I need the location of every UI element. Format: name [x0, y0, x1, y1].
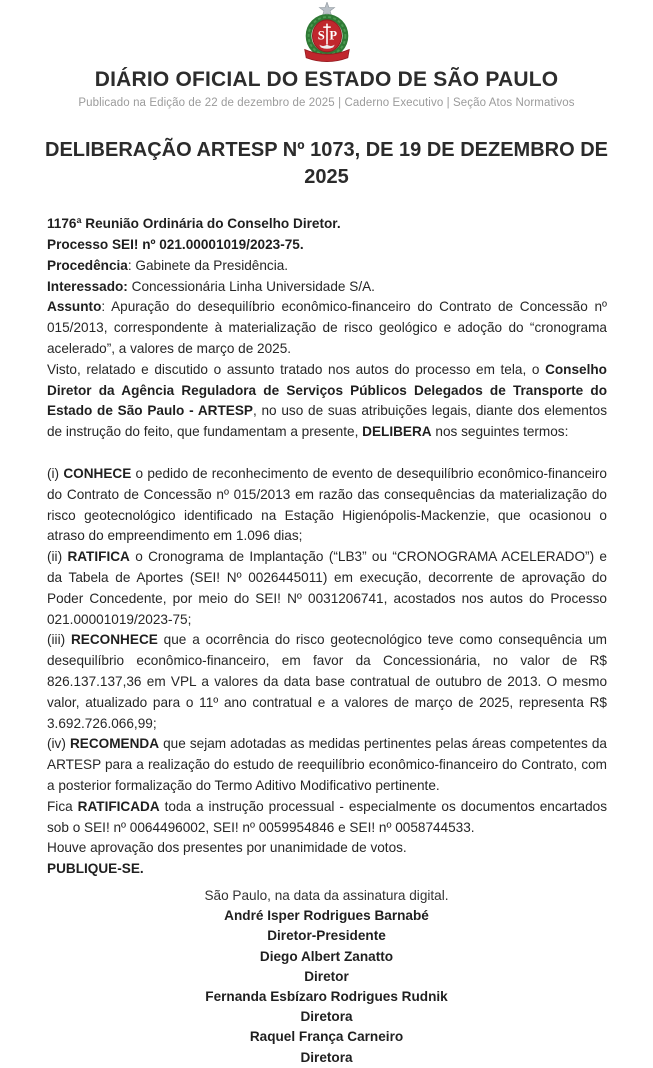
letter-s: S	[317, 28, 325, 43]
paragraph	[47, 859, 607, 880]
paragraph	[47, 630, 607, 734]
paragraph	[47, 297, 607, 359]
signature-role: Diretor-Presidente	[267, 928, 386, 944]
text-segment: (i)	[47, 465, 64, 481]
text-segment: (iii)	[47, 632, 71, 648]
text-segment: o Cronograma de Implantação (“LB3” ou “CRONOGRAMA ACELERADO”) e da Tabela de Aportes (SEI! Nº 0026445011) em execução, decorrente de aprovação do Poder Concedente, por meio do SEI! Nº 0031206741, acostados nos autos do Processo 021.00001019/2023-75;	[47, 549, 607, 627]
paragraph	[47, 797, 607, 839]
text-segment: RECOMENDA	[69, 736, 160, 752]
paragraph	[47, 277, 607, 298]
paragraph	[47, 734, 607, 796]
text-segment: Houve aprovação dos presentes por unanimidade de votos.	[47, 840, 407, 856]
text-segment: CONHECE	[63, 465, 132, 481]
paragraph	[47, 547, 607, 630]
text-segment: : Gabinete da Presidência.	[127, 257, 289, 273]
text-segment: RECONHECE	[70, 632, 158, 648]
place-date-line: São Paulo, na data da assinatura digital.	[204, 887, 449, 903]
signature-name: André Isper Rodrigues Barnabé	[224, 908, 429, 924]
text-segment: o pedido de reconhecimento de evento de desequilíbrio econômico-financeiro do Contrato de Concessão nº 015/2013 em razão das consequências da materialização do risco geotecnológico identificado na Estação Higienópolis-Mackenzie, que ocasionou o atraso do empreendimento em 1.096 dias;	[47, 465, 607, 544]
paragraph	[47, 256, 607, 277]
text-segment: DELIBERA	[362, 424, 432, 440]
text-segment: RATIFICADA	[77, 798, 160, 814]
paragraph	[47, 235, 607, 256]
text-segment: Fica	[47, 798, 78, 814]
paragraph	[47, 464, 607, 547]
text-segment: : Apuração do desequilíbrio econômico-financeiro do Contrato de Concessão nº 015/2013, correspondente à materialização de risco geológico e adoção do “cronograma acelerado”, a valores de março de 2025.	[47, 299, 607, 356]
sword-crossguard	[323, 26, 331, 27]
signature-role: Diretora	[300, 1049, 353, 1065]
gazette-title: DIÁRIO OFICIAL DO ESTADO DE SÃO PAULO	[94, 68, 559, 91]
text-segment: Processo SEI! nº 021.00001019/2023-75.	[47, 236, 304, 252]
text-segment: (ii)	[47, 549, 68, 565]
text-segment: Concessionária Linha Universidade S/A.	[127, 278, 375, 294]
text-segment: Visto, relatado e discutido o assunto tratado nos autos do processo em tela, o	[47, 361, 546, 377]
text-segment: Conselho Diretor da Agência Reguladora de Serviços Públicos Delegados de Transporte do Estado de São Paulo - ARTESP	[47, 361, 607, 419]
text-segment: que sejam adotadas as medidas pertinentes pelas áreas competentes da ARTESP para a realização do estudo de reequilíbrio econômico-financeiro do Contrato, com a posterior formalização do Termo Aditivo Modificativo pertinente.	[47, 736, 607, 793]
text-segment: nos seguintes termos:	[431, 424, 569, 440]
text-segment: 1176ª Reunião Ordinária do Conselho Diretor.	[47, 216, 341, 232]
paragraph	[47, 214, 607, 235]
text-segment: PUBLIQUE-SE.	[47, 861, 144, 877]
sao-paulo-coat-of-arms-icon	[298, 2, 356, 64]
text-segment: Interessado:	[47, 278, 128, 294]
signature-role: Diretor	[304, 968, 349, 984]
paragraph	[47, 360, 607, 443]
signature-name: Raquel França Carneiro	[249, 1029, 404, 1045]
signature-role: Diretora	[300, 1009, 353, 1025]
signature-block	[0, 886, 653, 1068]
text-segment: RATIFICA	[67, 549, 130, 565]
document-title: DELIBERAÇÃO ARTESP Nº 1073, DE 19 DE DEZEMBRO DE 2025	[45, 139, 608, 189]
gazette-subtitle: Publicado na Edição de 22 de dezembro de 2025 | Caderno Executivo | Seção Atos Normativos	[78, 97, 575, 110]
paragraph-spacer	[47, 443, 607, 464]
text-segment: (iv)	[47, 736, 70, 752]
text-segment: , no uso de suas atribuições legais, diante dos elementos de instrução do feito, que fundamentam a presente,	[47, 403, 607, 440]
signature-name: Diego Albert Zanatto	[259, 948, 394, 964]
text-segment: Assunto	[47, 299, 102, 315]
signature-name: Fernanda Esbízaro Rodrigues Rudnik	[205, 988, 448, 1004]
text-segment: que a ocorrência do risco geotecnológico teve como consequência um desequilíbrio econômico-financeiro, em favor da Concessionária, no valor de R$ 826.137.137,36 em VPL a valores da data base contratual de outubro de 2013. O mesmo valor, atualizado para o 11º ano contratual e a valores de março de 2025, representa R$ 3.692.726.066,99;	[47, 632, 607, 731]
emblem-container	[0, 2, 653, 64]
document-body	[47, 214, 607, 880]
letter-p: P	[328, 28, 337, 43]
text-segment: toda a instrução processual - especialmente os documentos encartados sob o SEI! nº 0064496002, SEI! nº 0059954846 e SEI! nº 0058744533.	[47, 798, 607, 835]
text-segment: Procedência	[47, 257, 128, 273]
signature-entries	[0, 906, 653, 1068]
gazette-header	[0, 0, 653, 109]
paragraph	[47, 838, 607, 859]
